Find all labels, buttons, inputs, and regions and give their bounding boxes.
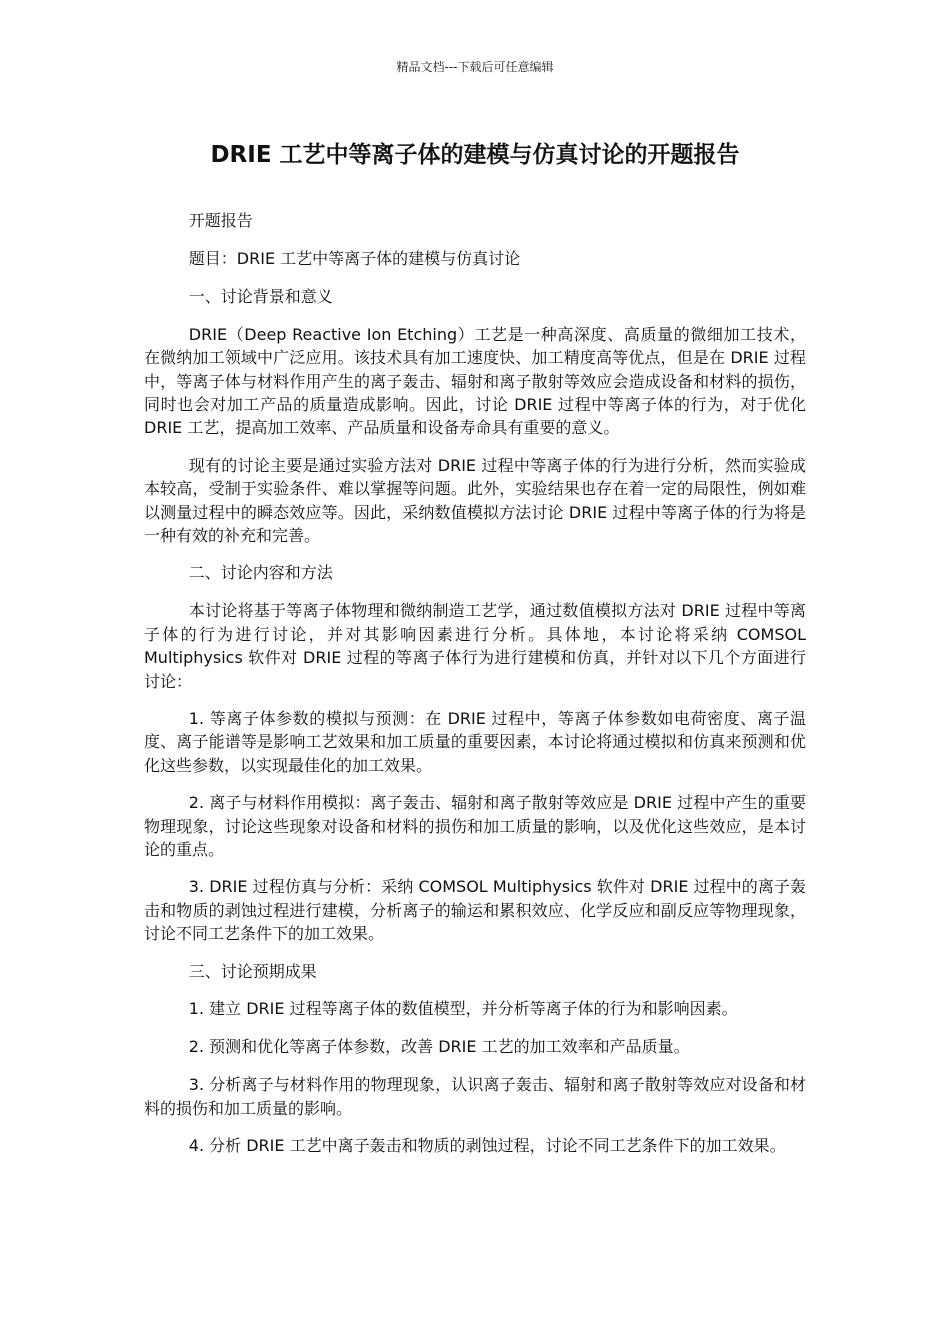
result-item-2: 2. 预测和优化等离子体参数，改善 DRIE 工艺的加工效率和产品质量。 (188, 1037, 690, 1057)
paragraph-background-2: 现有的讨论主要是通过实验方法对 DRIE 过程中等离子体的行为进行分析，然而实验成本较高，受制于实验条件、难以掌握等问题。此外，实验结果也存在着一定的局限性，例如难以测量过程中的瞬态效应等。因此，采纳数值模拟方法讨论 DRIE 过程中等离子体的行为将是一种有效的补充和完善。 (144, 455, 806, 545)
list-item-ion-material: 2. 离子与材料作用模拟：离子轰击、辐射和离子散射等效应是 DRIE 过程中产生的重要物理现象，讨论这些现象对设备和材料的损伤和加工质量的影响，以及优化这些效应，是本讨论的重点。 (144, 793, 806, 859)
section-heading-background: 一、讨论背景和意义 (188, 286, 333, 306)
document-title: DRIE 工艺中等离子体的建模与仿真讨论的开题报告 (210, 142, 740, 168)
result-item-4: 4. 分析 DRIE 工艺中离子轰击和物质的剥蚀过程，讨论不同工艺条件下的加工效果。 (188, 1136, 786, 1156)
result-item-1: 1. 建立 DRIE 过程等离子体的数值模型，并分析等离子体的行为和影响因素。 (188, 999, 738, 1019)
paragraph-content-intro: 本讨论将基于等离子体物理和微纳制造工艺学，通过数值模拟方法对 DRIE 过程中等离子体的行为进行讨论，并对其影响因素进行分析。具体地，本讨论将采纳 COMSOL Multiphysics 软件对 DRIE 过程的等离子体行为进行建模和仿真，并针对以下几个方面进行讨论： (144, 601, 806, 691)
topic-line: 题目：DRIE 工艺中等离子体的建模与仿真讨论 (188, 248, 521, 268)
list-item-drie-simulation: 3. DRIE 过程仿真与分析：采纳 COMSOL Multiphysics 软件对 DRIE 过程中的离子轰击和物质的剥蚀过程进行建模，分析离子的输运和累积效应、化学反应和副反应等物理现象，讨论不同工艺条件下的加工效果。 (144, 877, 806, 944)
page-header-watermark: 精品文档---下载后可任意编辑 (396, 60, 554, 74)
paragraph-background-1: DRIE（Deep Reactive Ion Etching）工艺是一种高深度、高质量的微细加工技术，在微纳加工领域中广泛应用。该技术具有加工速度快、加工精度高等优点，但是在 DRIE 过程中，等离子体与材料作用产生的离子轰击、辐射和离子散射等效应会造成设备和材料的损伤，同时也会对加工产品的质量造成影响。因此，讨论 DRIE 过程中等离子体的行为，对于优化 DRIE 工艺，提高加工效率、产品质量和设备寿命具有重要的意义。 (144, 324, 806, 438)
section-label-report: 开题报告 (188, 211, 253, 230)
section-heading-content-method: 二、讨论内容和方法 (188, 563, 333, 583)
section-heading-expected-results: 三、讨论预期成果 (188, 961, 317, 981)
list-item-plasma-parameters: 1. 等离子体参数的模拟与预测：在 DRIE 过程中，等离子体参数如电荷密度、离子温度、离子能谱等是影响工艺效果和加工质量的重要因素，本讨论将通过模拟和仿真来预测和优化这些参数，以实现最佳化的加工效果。 (144, 708, 806, 775)
result-item-3: 3. 分析离子与材料作用的物理现象，认识离子轰击、辐射和离子散射等效应对设备和材料的损伤和加工质量的影响。 (144, 1075, 806, 1118)
document-body (144, 209, 806, 1172)
